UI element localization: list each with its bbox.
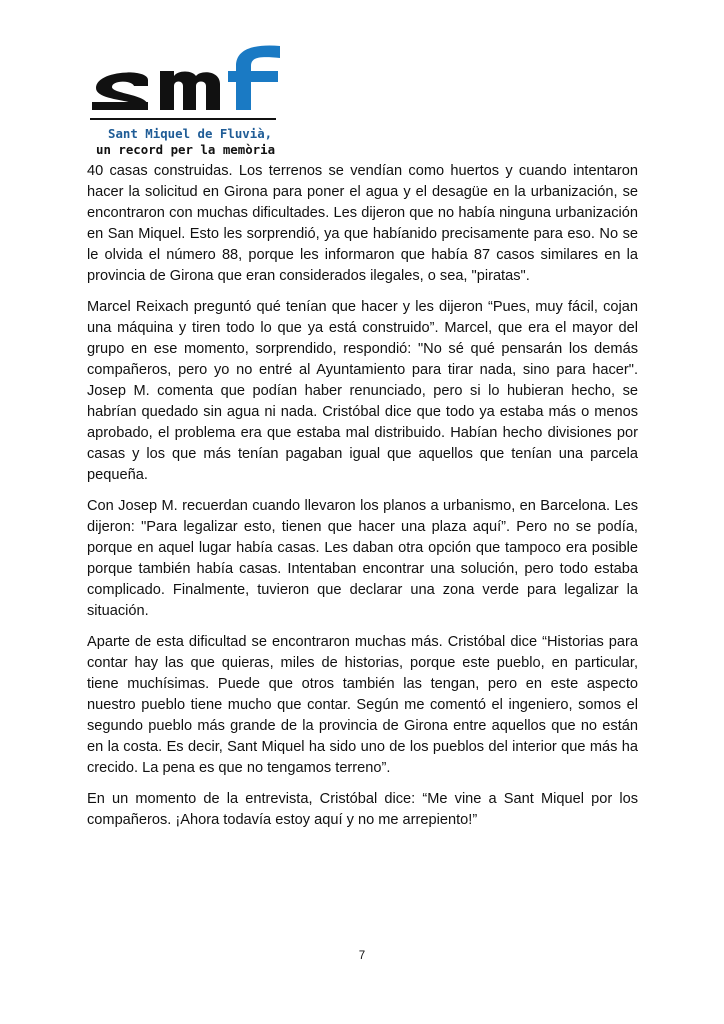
paragraph: 40 casas construidas. Los terrenos se vendían como huertos y cuando intentaron hacer la solicitud en Girona para poner el agua y el desagüe en la urbanización, se encontraron con muchas dificultades. Les dijeron que no había ninguna urbanización en San Miquel. Esto les sorprendió, ya que habíanido precisamente para eso. No se le olvida el número 88, porque les informaron que había 87 casos similares en la provincia de Girona que eran considerados ilegales, o sea, "piratas".	[87, 163, 638, 284]
logo-letter-f	[228, 46, 280, 110]
smf-logo-mark	[88, 44, 288, 114]
paragraph: Marcel Reixach preguntó qué tenían que hacer y les dijeron “Pues, muy fácil, cojan una máquina y tiren todo lo que ya está construido”. Marcel, que era el mayor del grupo en ese momento, sorprendido, respondió: "No sé qué pensarán los demás compañeros, pero yo no entré al Ayuntamiento para tirar nada, sino para hacer". Josep M. comenta que podían haber renunciado, pero si lo hubieran hecho, se habrían quedado sin agua ni nada. Cristóbal dice que todo ya estaba más o menos aprobado, el problema era que estaba mal distribuido. Habían hecho divisiones por casas y los que más tenían pagaban igual que aquellos que tenían una parcela pequeña.	[87, 299, 638, 483]
document-body	[87, 161, 638, 841]
logo-divider	[90, 118, 276, 120]
logo-letter-m	[160, 71, 220, 110]
logo-tagline-line1: Sant Miquel de Fluvià,	[108, 126, 273, 141]
paragraph: En un momento de la entrevista, Cristóbal dice: “Me vine a Sant Miquel por los compañeros. ¡Ahora todavía estoy aquí y no me arrepiento!”	[87, 791, 638, 828]
header-logo	[88, 44, 288, 156]
page-number: 7	[358, 950, 366, 962]
paragraph: Con Josep M. recuerdan cuando llevaron los planos a urbanismo, en Barcelona. Les dijeron: "Para legalizar esto, tienen que hacer una plaza aquí”. Pero no se podía, porque en aquel lugar había casas. Les daban otra opción que tampoco era posible porque también había casas. Intentaban encontrar una solución, pero todo estaba complicado. Finalmente, tuvieron que declarar una zona verde para legalizar la situación.	[87, 498, 638, 619]
logo-tagline-line2: un record per la memòria	[96, 142, 276, 157]
paragraph: Aparte de esta dificultad se encontraron muchas más. Cristóbal dice “Historias para contar hay las que quieras, miles de historias, porque este pueblo, en particular, tiene muchísimas. Puede que otros también las tengan, pero en este aspecto nuestro pueblo tiene mucho que contar. Según me comentó el ingeniero, somos el segundo pueblo más grande de la provincia de Girona entre aquellos que no están en la costa. Es decir, Sant Miquel ha sido uno de los pueblos del interior que más ha crecido. La pena es que no tengamos terreno”.	[87, 634, 638, 776]
